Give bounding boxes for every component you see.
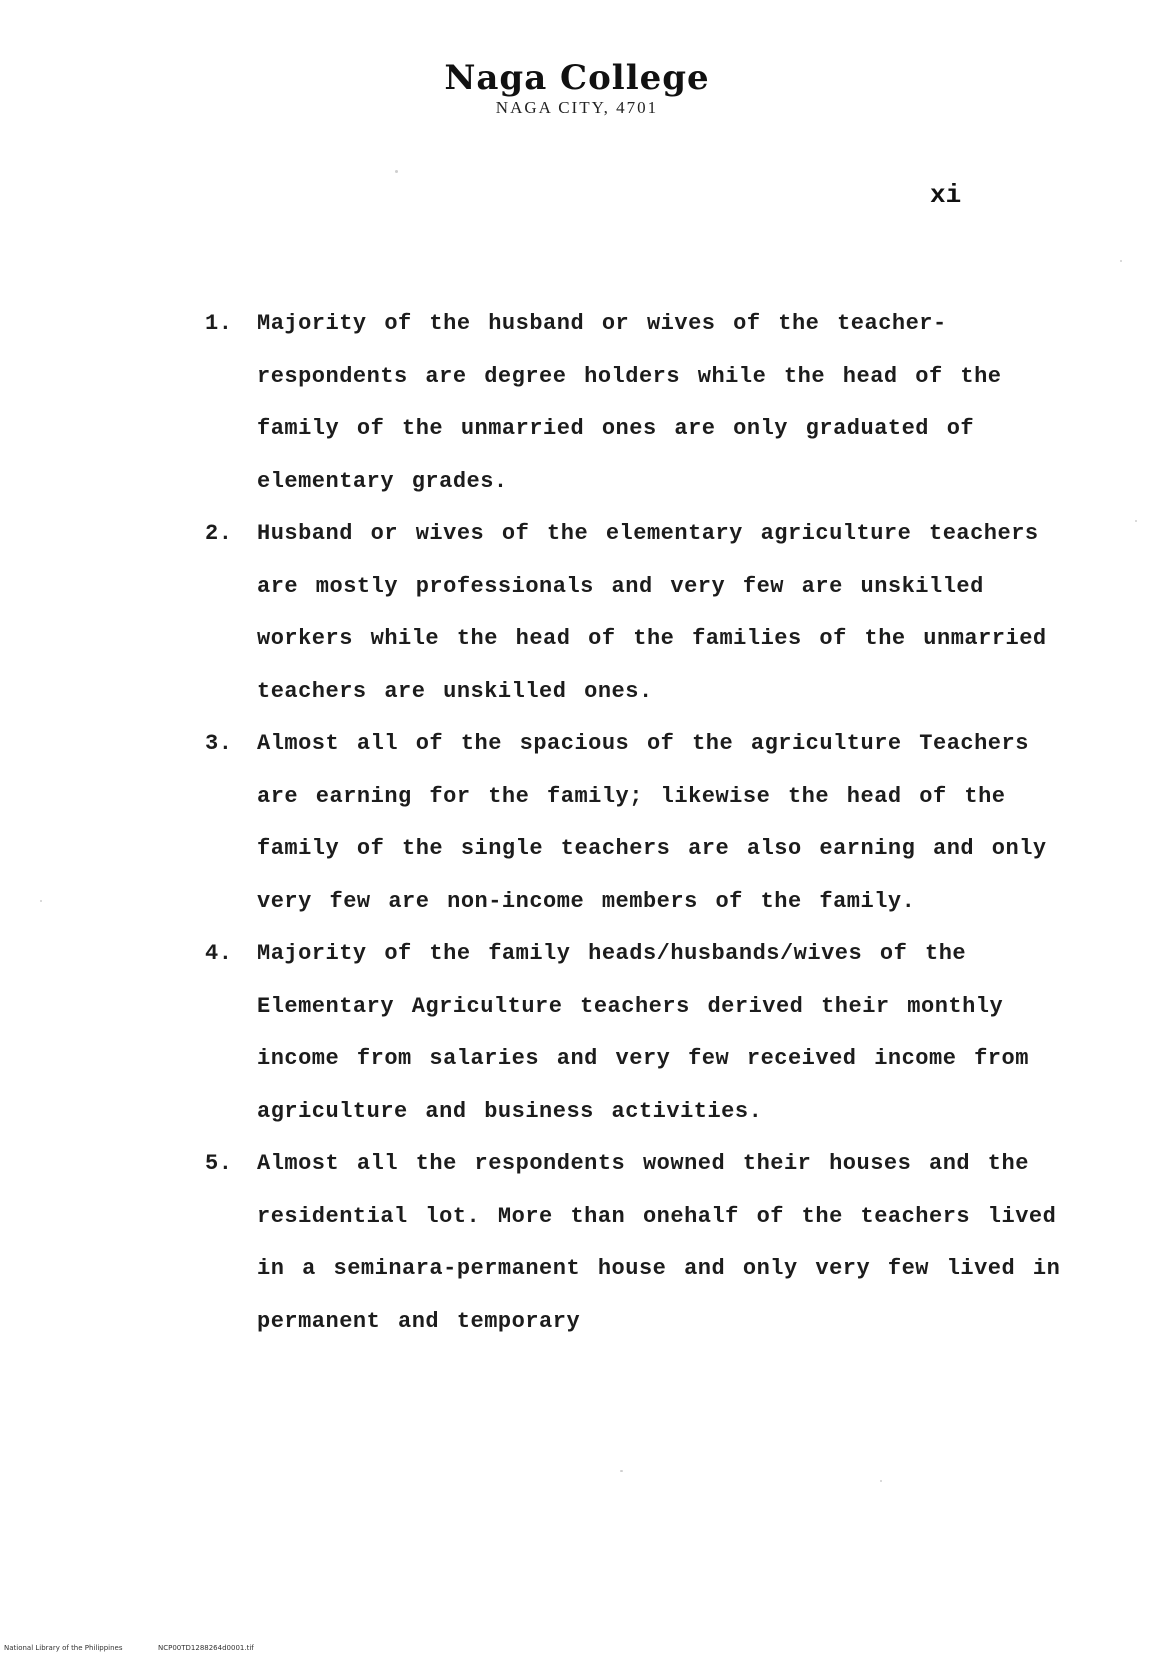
finding-number: 3.: [205, 731, 233, 756]
footer-library: National Library of the Philippines: [4, 1644, 123, 1652]
institution-address: NAGA CITY, 4701: [495, 98, 659, 117]
scan-speckle: [40, 900, 42, 902]
scan-speckle: [620, 1470, 623, 1472]
letterhead: [0, 58, 1154, 118]
finding-number: 4.: [205, 941, 233, 966]
finding-item: [205, 508, 1065, 718]
footer-file-code: NCP00TD1288264d0001.tif: [158, 1644, 254, 1652]
finding-text: Majority of the husband or wives of the teacher-respondents are degree holders while the head of the family of the unmarried ones are only graduated of elementary grades.: [257, 311, 1002, 494]
finding-item: [205, 298, 1065, 508]
scan-speckle: [1120, 260, 1122, 262]
finding-number: 5.: [205, 1151, 233, 1176]
finding-number: 1.: [205, 311, 233, 336]
finding-text: Majority of the family heads/husbands/wives of the Elementary Agriculture teachers derived their monthly income from salaries and very few received income from agriculture and business activities.: [257, 941, 1029, 1124]
finding-text: Almost all the respondents wowned their houses and the residential lot. More than onehalf of the teachers lived in a seminara-permanent house and only very few lived in permanent and temporary: [257, 1151, 1061, 1334]
finding-item: [205, 718, 1065, 928]
finding-text: Husband or wives of the elementary agriculture teachers are mostly professionals and very few are unskilled workers while the head of the families of the unmarried teachers are unskilled ones.: [257, 521, 1047, 704]
finding-number: 2.: [205, 521, 233, 546]
finding-item: [205, 1138, 1065, 1348]
finding-item: [205, 928, 1065, 1138]
scan-speckle: [1135, 520, 1137, 522]
finding-text: Almost all of the spacious of the agriculture Teachers are earning for the family; likewise the head of the family of the single teachers are also earning and only very few are non-income members of the family.: [257, 731, 1047, 914]
institution-name: Naga College: [444, 58, 710, 98]
scan-speckle: [395, 170, 398, 173]
page-number: xi: [930, 180, 962, 210]
scan-speckle: [880, 1480, 882, 1482]
findings-list: [205, 298, 1065, 1348]
